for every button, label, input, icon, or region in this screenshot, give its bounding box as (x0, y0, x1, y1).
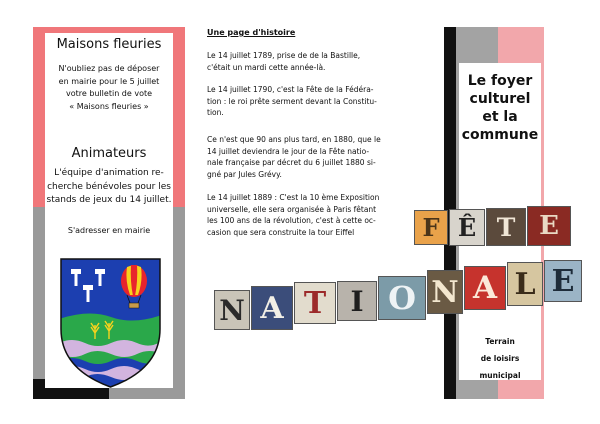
maisons-fleuries-title: Maisons fleuries (56, 37, 162, 52)
banner-letter-tile: I (337, 281, 377, 321)
text-line: 14 juillet deviendra le jour de la Fête natio- (207, 146, 370, 156)
history-paragraph-3 (207, 134, 397, 180)
text-line: universelle, elle sera organisée à Paris fêtant (207, 204, 377, 214)
history-paragraph-1 (207, 50, 397, 73)
banner-letter-tile: F (414, 210, 448, 245)
subtitle-line: municipal (479, 371, 521, 380)
text-line: c'était un mardi cette année-là. (207, 62, 326, 72)
coat-of-arms-icon (59, 257, 162, 389)
banner-letter-tile: L (507, 262, 543, 306)
title-line: culturel (469, 91, 531, 107)
text-line: Le 14 juillet 1790, c'est la Fête de la Fédéra- (207, 85, 374, 94)
left-panel (33, 27, 185, 399)
title-line: commune (461, 127, 539, 143)
title-line: et la (482, 109, 518, 125)
banner-letter-tile: E (544, 260, 582, 302)
banner-letter-tile: A (251, 286, 293, 330)
text-line: Le 14 juillet 1789, prise de de la Bastille, (207, 51, 361, 60)
banner-letter-tile: Ê (449, 209, 485, 246)
text-line: les 100 ans de la révolution, c'est à cette oc- (207, 216, 376, 226)
text-line: « Maisons fleuries » (69, 101, 149, 111)
left-panel-content (45, 33, 173, 388)
text-line: stands de jeux du 14 juillet. (46, 195, 172, 205)
text-line: Le 14 juillet 1889 : C'est la 10 ème Exposition (207, 193, 380, 202)
banner-letter-tile: N (427, 270, 463, 314)
cover-title (455, 72, 545, 144)
title-line: Le foyer (467, 73, 533, 89)
animateurs-text (45, 167, 173, 208)
text-line: Ce n'est que 90 ans plus tard, en 1880, que le (207, 135, 381, 144)
subtitle-line: de loisirs (480, 354, 520, 363)
banner-letter-tile: T (294, 282, 336, 324)
text-line: en mairie pour le 5 juillet (58, 76, 160, 86)
subtitle-line: Terrain (485, 337, 515, 346)
sadresser-text: S'adresser en mairie (67, 226, 151, 235)
banner-letter-tile: E (527, 206, 571, 246)
banner-letter-tile: N (214, 290, 250, 330)
banner-letter-tile: A (464, 266, 506, 310)
history-paragraph-4 (207, 192, 407, 238)
animateurs-title: Animateurs (71, 146, 147, 161)
text-line: votre bulletin de vote (65, 89, 153, 98)
maisons-fleuries-text (45, 63, 173, 113)
text-line: N'oubliez pas de déposer (58, 64, 160, 73)
text-line: L'équipe d'animation re- (54, 168, 164, 178)
history-paragraph-2 (207, 84, 397, 119)
banner-letter-tile: T (486, 208, 526, 246)
text-line: nale française par décret du 6 juillet 1880 si- (207, 158, 376, 168)
cover-subtitle (455, 333, 545, 384)
history-heading: Une page d'histoire (207, 28, 296, 37)
text-line: tion : le roi prête serment devant la Constitu- (207, 96, 377, 106)
text-line: casion que sera construite la tour Eiffel (207, 227, 355, 237)
text-line: cherche bénévoles pour les (47, 181, 171, 192)
text-line: tion. (207, 108, 224, 118)
text-line: gné par Jules Grévy. (207, 169, 282, 179)
banner-letter-tile: O (378, 276, 426, 320)
